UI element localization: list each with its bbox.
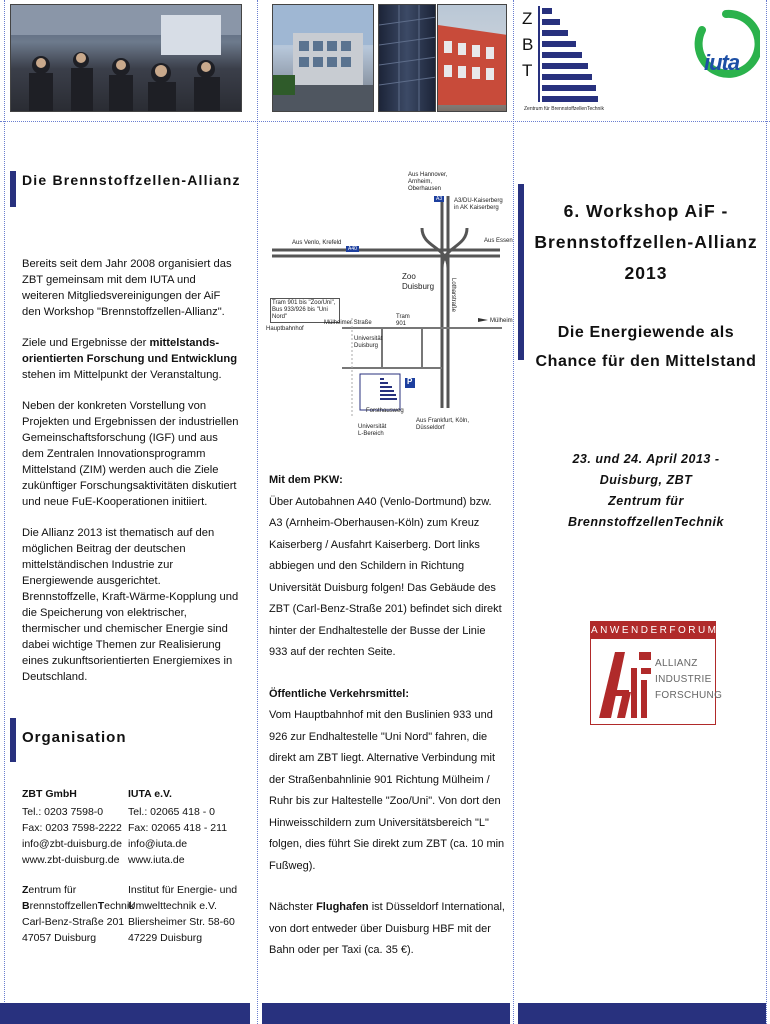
rest-t: echnik [104,900,135,912]
rest-z: entrum für [28,884,77,896]
org-iuta-full2: Umwelttechnik e.V. [128,900,217,912]
org-zbt-fax: Fax: 0203 7598-2222 [22,822,122,834]
aif-mark-icon [595,646,651,720]
right-subtitle [530,318,762,376]
org-zbt-street: Carl-Benz-Straße 201 [22,916,125,928]
left-title: Die Brennstoffzellen-Allianz [22,172,241,188]
map-essen: Aus Essen [484,238,513,244]
left-footer-bar [0,1003,250,1024]
flug-text [269,897,505,962]
map-a40-badge: A40 [348,246,357,252]
org-zbt-name: ZBT GmbH [22,788,77,800]
aif-line-industrie: INDUSTRIE [655,674,712,685]
cap-b: B [22,900,30,912]
left-goals-bold: mittelstands-orientierten Forschung und Entwicklung [22,337,238,365]
cap-z: Z [22,884,29,896]
org-zbt [22,786,134,946]
left-p3: Neben der konkreten Vorstellung von Projekten und Ergebnissen der industriellen Gemeinschaftsforschung (IGF) und aus dem Zentralen Innovationsprogramm Mittelstand (ZIM) werden auch die Ziele zukünftiger Forschungsaktivitäten diskutiert und neue FuE-Kooperationen initiiert. [22,400,239,508]
date-line3: Zentrum für [608,494,684,508]
org-zbt-full1 [22,882,134,898]
zbt-stripes-icon [542,8,598,102]
oev-title: Öffentliche Verkehrsmittel: [269,687,409,700]
zbt-letter-b: B [522,35,534,54]
iuta-logo-text: iuta [704,50,740,75]
org-zbt-tel: Tel.: 0203 7598-0 [22,806,104,818]
org-zbt-full2 [22,898,134,914]
date-line2: Duisburg, ZBT [599,473,693,487]
zbt-letter-z: Z [522,9,533,28]
photo-zbt-side [437,4,507,112]
flug-post: ist Düsseldorf International, von dort entweder über Duisburg HBF mit der Bahn oder per Taxi (ca. 35 €). [269,901,505,956]
map-venlo: Aus Venlo, Krefeld [292,240,342,246]
middle-footer-bar [262,1003,510,1024]
map-frankfurt: Aus Frankfurt, Köln, Düsseldorf [416,418,470,431]
flug-pre: Nächster [269,901,317,913]
map-uni: Universität Duisburg [354,336,383,349]
org-iuta-email[interactable]: info@iuta.de [128,838,188,850]
right-footer-bar [518,1003,766,1024]
pkw-title: Mit dem PKW: [269,474,343,486]
map-forsthaus: Forsthausweg [366,408,404,414]
fold-guide-mid1 [257,0,258,1024]
org-iuta-fax: Fax: 02065 418 - 211 [128,822,228,834]
map-lotharstr: Lotharstraße [450,278,456,313]
right-title [530,196,762,289]
left-goals-pre: Ziele und Ergebnisse der [22,337,150,349]
date-line1: 23. und 24. April 2013 - [572,452,720,466]
left-text [22,256,240,685]
map-parking: P [407,377,413,386]
title-line3: 2013 [624,263,668,283]
map-a3-badge: A3 [436,196,443,202]
photo-zbt-facade [378,4,436,112]
left-intro: Bereits seit dem Jahr 2008 organisiert das ZBT gemeinsam mit dem IUTA und weiteren Mitgliedsvereinigungen der AiF den Workshop "Brennstoffzellen-Allianz". [22,258,232,318]
org-iuta-city: 47229 Duisburg [128,932,203,944]
aif-banner: ANWENDERFORUM [591,622,715,639]
org-iuta-full1: Institut für Energie- und [128,884,238,896]
left-p4: Die Allianz 2013 ist thematisch auf den möglichen Beitrag der deutschen mittelständischen Industrie zur Energiewende ausgerichtet. Brennstoffzelle, Kraft-Wärme-Kopplung und die Speicherung von elektrischer, thermischer und chemischer Energie sind dabei wichtige Themen zur Realisierung eines zukunftsorientierten Energiemixes in Deutschland. [22,527,239,683]
map-muelheim-str: Mülheimer Straße [324,320,372,326]
org-title-bar [10,718,16,762]
fold-guide-top [0,121,770,122]
title-line2: Brennstoffzellen-Allianz [534,232,758,252]
org-zbt-web[interactable]: www.zbt-duisburg.de [22,854,120,866]
map-hbf: Hauptbahnhof [266,326,304,332]
map-tram-no: Tram 901 [396,314,410,327]
aif-logo [590,621,723,725]
map-tram: Tram 901 bis "Zoo/Uni", Bus 933/926 bis "Uni Nord" [270,298,340,323]
title-line1: 6. Workshop AiF - [563,201,729,221]
left-goals-post: stehen im Mittelpunkt der Veranstaltung. [22,369,222,381]
pkw-text: Über Autobahnen A40 (Venlo-Dortmund) bzw. A3 (Arnheim-Oberhausen-Köln) zum Kreuz Kaiserberg / Ausfahrt Kaiserberg. Dort links abbiegen und den Schildern in Richtung Universität Duisburg folgen! Das Gebäude des ZBT (Carl-Benz-Straße 201) befindet sich direkt hinter der Endhaltestelle der Busse der Linie 933 auf der rechten Seite. [269,495,502,658]
org-iuta [128,786,237,946]
left-goals [22,335,240,383]
photo-zbt-building [272,4,374,112]
org-iuta-web[interactable]: www.iuta.de [128,854,185,866]
zbt-letter-t: T [522,61,533,80]
fold-guide-right [766,0,767,1024]
flug-bold: Flughafen [316,901,369,913]
directions-text [269,470,505,962]
zbt-logo [518,6,604,114]
zbt-tagline: Zentrum für BrennstoffzellenTechnik [524,106,604,112]
org-iuta-tel: Tel.: 02065 418 - 0 [128,806,215,818]
org-title: Organisation [22,729,127,746]
map-from-hannover: Aus Hannover, Arnheim, Oberhausen [408,172,448,192]
iuta-logo [692,8,760,108]
subtitle-line1: Die Energiewende als [557,324,735,341]
map-uni-l: Universität L-Bereich [358,424,387,437]
mid-b: rennstoffzellen [29,900,98,912]
map-zoo: Zoo Duisburg [402,272,435,291]
org-iuta-street: Bliersheimer Str. 58-60 [128,916,235,928]
fold-guide-left [4,0,5,1024]
aif-line-allianz: ALLIANZ [655,658,698,669]
aif-line-forschung: FORSCHUNG [655,690,723,701]
fold-guide-mid2 [513,0,514,1024]
map-muelheim: Mülheim [490,318,513,324]
org-iuta-name: IUTA e.V. [128,788,172,800]
photo-workshop-audience [10,4,242,112]
subtitle-line2: Chance für den Mittelstand [535,353,757,370]
date-line4: BrennstoffzellenTechnik [568,515,724,529]
org-zbt-city: 47057 Duisburg [22,932,97,944]
directions-map [262,168,513,440]
org-zbt-email[interactable]: info@zbt-duisburg.de [22,838,122,850]
right-title-bar [518,184,524,360]
cap-t: T [97,900,105,912]
oev-text: Vom Hauptbahnhof mit den Buslinien 933 und 926 zur Endhaltestelle "Uni Nord" fahren, die direkt am ZBT liegt. Alternative Verbindung mit der Straßenbahnlinie 901 Richtung Mülheim / Ruhr bis zur Haltestelle "Zoo/Uni". Von dort den Hinweisschildern zum Universitätsbereich "L" folgen, dies führt Sie direkt zum ZBT (ca. 10 min Fußweg). [269,709,505,872]
map-kreuz: A3/DU-Kaiserberg in AK Kaiserberg [454,198,503,211]
left-title-bar [10,171,16,207]
event-date [530,449,762,533]
